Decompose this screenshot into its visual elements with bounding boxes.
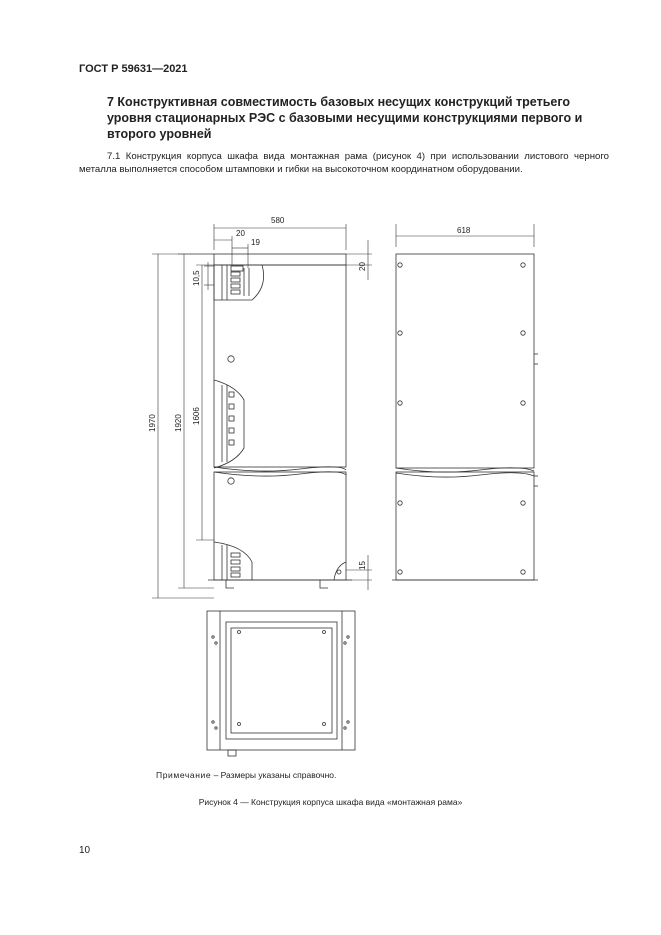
figure-caption: Рисунок 4 — Конструкция корпуса шкафа вида «монтажная рама» xyxy=(198,797,463,807)
front-screws xyxy=(398,263,525,574)
standard-code: ГОСТ Р 59631—2021 xyxy=(79,63,188,75)
dim-19: 19 xyxy=(251,238,260,247)
dim-1606: 1606 xyxy=(192,407,201,425)
section-title: 7 Конструктивная совместимость базовых несущих конструкций третьего уровня стационарных РЭС с базовыми несущими конструкциями первого и второго уровней xyxy=(107,95,583,141)
bottom-cutaway xyxy=(214,542,252,580)
side-view xyxy=(208,254,352,588)
note-label: Примечание xyxy=(156,770,212,780)
figure-note xyxy=(156,770,336,780)
side-foot-right xyxy=(320,580,328,588)
dim-15: 15 xyxy=(358,561,367,570)
side-top-cover xyxy=(214,254,346,265)
top-cutaway xyxy=(214,265,264,300)
note-text: – Размеры указаны справочно. xyxy=(211,770,337,780)
dim-20-right: 20 xyxy=(358,262,367,271)
dim-20-top: 20 xyxy=(236,229,245,238)
side-handle-upper xyxy=(228,356,234,362)
plan-opening xyxy=(231,628,332,733)
plan-inner-frame xyxy=(226,622,337,739)
dim-580: 580 xyxy=(271,216,285,225)
front-upper-panel xyxy=(396,254,534,468)
plan-outer-frame xyxy=(207,611,355,750)
front-view xyxy=(392,254,538,580)
dim-1920: 1920 xyxy=(174,414,183,432)
side-foot-left xyxy=(226,580,234,588)
front-lower-panel xyxy=(396,472,534,580)
dim-618: 618 xyxy=(457,226,471,235)
dim-10-5: 10,5 xyxy=(192,270,201,286)
body-paragraph: 7.1 Конструкция корпуса шкафа вида монтажная рама (рисунок 4) при использовании листового черного металла выполняется способом штамповки и гибки на высокоточном координатном оборудовании. xyxy=(79,151,609,175)
plan-view xyxy=(207,611,355,756)
side-dimensions xyxy=(152,224,534,598)
page-number: 10 xyxy=(79,845,91,856)
side-upper-panel xyxy=(214,265,346,467)
dim-1970: 1970 xyxy=(148,414,157,432)
side-handle-lower xyxy=(228,478,234,484)
